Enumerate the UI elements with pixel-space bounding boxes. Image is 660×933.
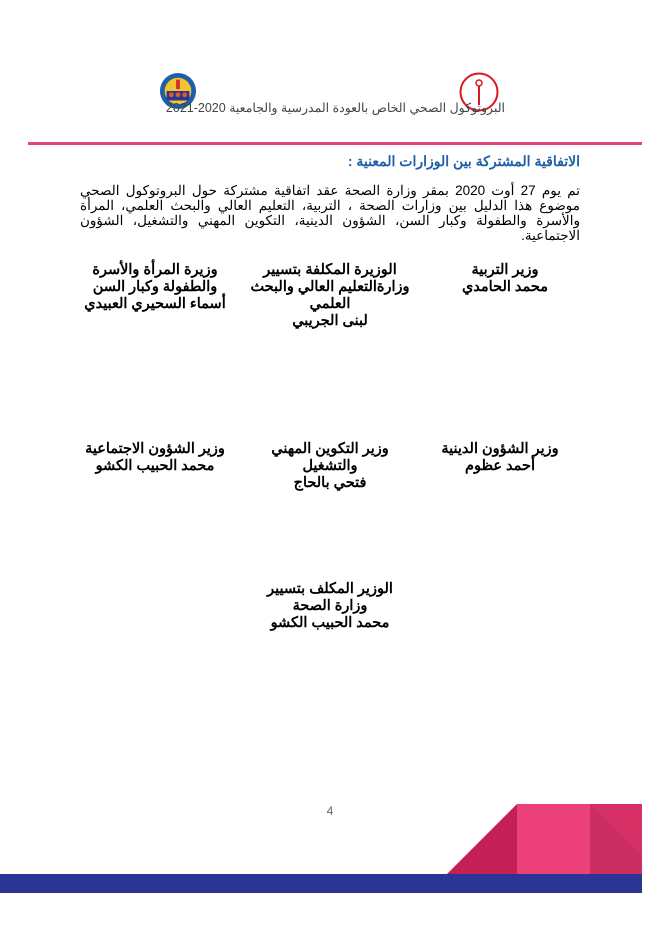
footer-blue-bar	[0, 874, 642, 893]
signatory-title: وزارة الصحة	[292, 598, 368, 614]
signatory-name: محمد الحامدي	[461, 279, 549, 295]
signatory-title: والتشغيل	[302, 458, 358, 474]
signatory-social-affairs	[55, 441, 255, 475]
signatory-title: الوزير المكلف بتسيير	[267, 581, 393, 597]
intro-paragraph: تم يوم 27 أوت 2020 بمقر وزارة الصحة عقد اتفاقية مشتركة حول البروتوكول الصحي موضوع هذا الدليل بين وزارات الصحة ، التربية، التعليم العالي والبحث العلمي، المرأة والأسرة والطفولة وكبار السن، الشؤون الدينية، التكوين المهني والتشغيل، الشؤون الاجتماعية.	[80, 183, 580, 243]
header-divider	[28, 142, 642, 145]
footer-decoration	[0, 800, 660, 900]
signatory-title: وزارةالتعليم العالي والبحث	[250, 279, 410, 295]
signatory-title: وزير التكوين المهني	[271, 441, 389, 457]
signatory-title: الوزيرة المكلفة بتسيير	[263, 262, 397, 278]
signatory-name: فتحي بالحاج	[293, 475, 367, 491]
signatory-title: والطفولة وكبار السن	[92, 279, 218, 295]
signatory-religious-affairs	[400, 441, 600, 475]
header-title: البروتوكول الصحي الخاص بالعودة المدرسية والجامعية 2020-2021	[165, 101, 505, 115]
signatory-name: أسماء السحيري العبيدي	[84, 296, 226, 312]
signatory-title: العلمي	[309, 296, 351, 312]
signatory-title: وزير الشؤون الدينية	[441, 441, 559, 457]
signatory-higher-education	[230, 262, 430, 330]
signatory-vocational-training	[230, 441, 430, 492]
signatory-education	[405, 262, 605, 296]
signatory-women-family	[55, 262, 255, 313]
signatory-title: وزير التربية	[471, 262, 539, 278]
signatory-title: وزيرة المرأة والأسرة	[92, 262, 218, 278]
signatory-name: محمد الحبيب الكشو	[270, 615, 390, 631]
signatory-name: محمد الحبيب الكشو	[95, 458, 215, 474]
page-number: 4	[326, 804, 334, 818]
footer-square	[517, 804, 590, 874]
signatory-title: وزير الشؤون الاجتماعية	[85, 441, 225, 457]
signatory-name: لبنى الجريبي	[292, 313, 368, 329]
signatory-health	[230, 581, 430, 632]
footer-triangle	[447, 804, 517, 874]
signatory-name: أحمد عظوم	[464, 458, 536, 474]
section-title: الاتفاقية المشتركة بين الوزارات المعنية :	[347, 153, 580, 169]
